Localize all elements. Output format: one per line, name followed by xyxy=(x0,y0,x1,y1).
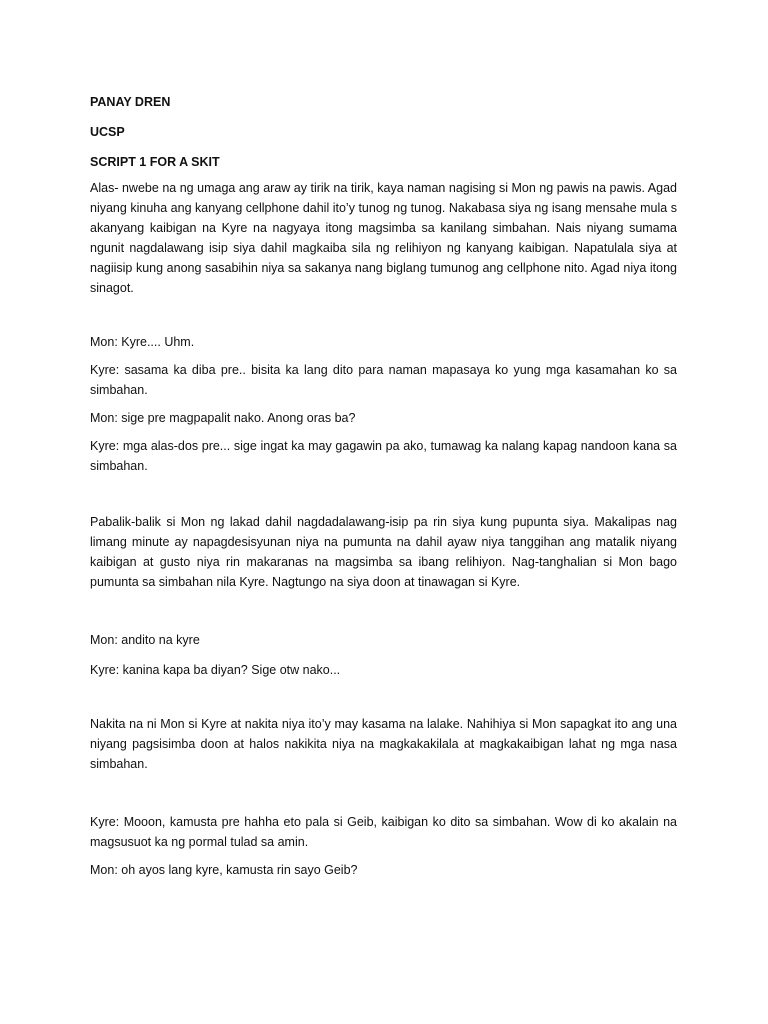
narrative-paragraph-1: Alas- nwebe na ng umaga ang araw ay tirik na tirik, kaya naman nagising si Mon ng pawis na pawis. Agad niyang kinuha ang kanyang cellphone dahil ito’y tunog ng tunog. Nakabasa siya ng isang mensahe mula s akanyang kaibigan na Kyre na nagyaya itong magsimba sa kanilang simbahan. Nais niyang sumama ngunit nagdalawang isip siya dahil magkaiba sila ng relihiyon ng kanyang kaibigan. Napatulala siya at nagiisip kung anong sasabihin niya sa sakanya nang biglang tumunog ang cellphone nito. Agad niya itong sinagot. xyxy=(90,181,677,295)
document-title: SCRIPT 1 FOR A SKIT xyxy=(90,155,220,169)
dialogue-line-4: Kyre: mga alas-dos pre... sige ingat ka may gagawin pa ako, tumawag ka nalang kapag nandoon kana sa simbahan. xyxy=(90,439,677,473)
subject-label: UCSP xyxy=(90,125,125,139)
dialogue-line-6: Kyre: kanina kapa ba diyan? Sige otw nako... xyxy=(90,663,341,677)
author-name: PANAY DREN xyxy=(90,95,171,109)
dialogue-line-5: Mon: andito na kyre xyxy=(90,633,200,647)
dialogue-line-1: Mon: Kyre.... Uhm. xyxy=(90,335,195,349)
dialogue-line-7: Kyre: Mooon, kamusta pre hahha eto pala si Geib, kaibigan ko dito sa simbahan. Wow di ko akalain na magsusuot ka ng pormal tulad sa amin. xyxy=(90,815,677,849)
dialogue-line-8: Mon: oh ayos lang kyre, kamusta rin sayo Geib? xyxy=(90,863,358,877)
dialogue-line-2: Kyre: sasama ka diba pre.. bisita ka lang dito para naman mapasaya ko yung mga kasamahan ko sa simbahan. xyxy=(90,363,677,397)
narrative-paragraph-2: Pabalik-balik si Mon ng lakad dahil nagdadalawang-isip pa rin siya kung pupunta siya. Makalipas nag limang minute ay napagdesisyunan niya na pumunta na dahil ayaw niya tanggihan ang matalik niyang kaibigan at gusto niya rin makaranas na magsimba sa ibang relihiyon. Nag-tanghalian si Mon bago pumunta sa simbahan nila Kyre. Nagtungo na siya doon at tinawagan si Kyre. xyxy=(90,515,677,589)
dialogue-line-3: Mon: sige pre magpapalit nako. Anong oras ba? xyxy=(90,411,356,425)
narrative-paragraph-3: Nakita na ni Mon si Kyre at nakita niya ito’y may kasama na lalake. Nahihiya si Mon sapagkat ito ang una niyang pagsisimba doon at halos nakikita niya na magkakakilala at magkakaibigan lahat ng mga nasa simbahan. xyxy=(90,717,677,771)
